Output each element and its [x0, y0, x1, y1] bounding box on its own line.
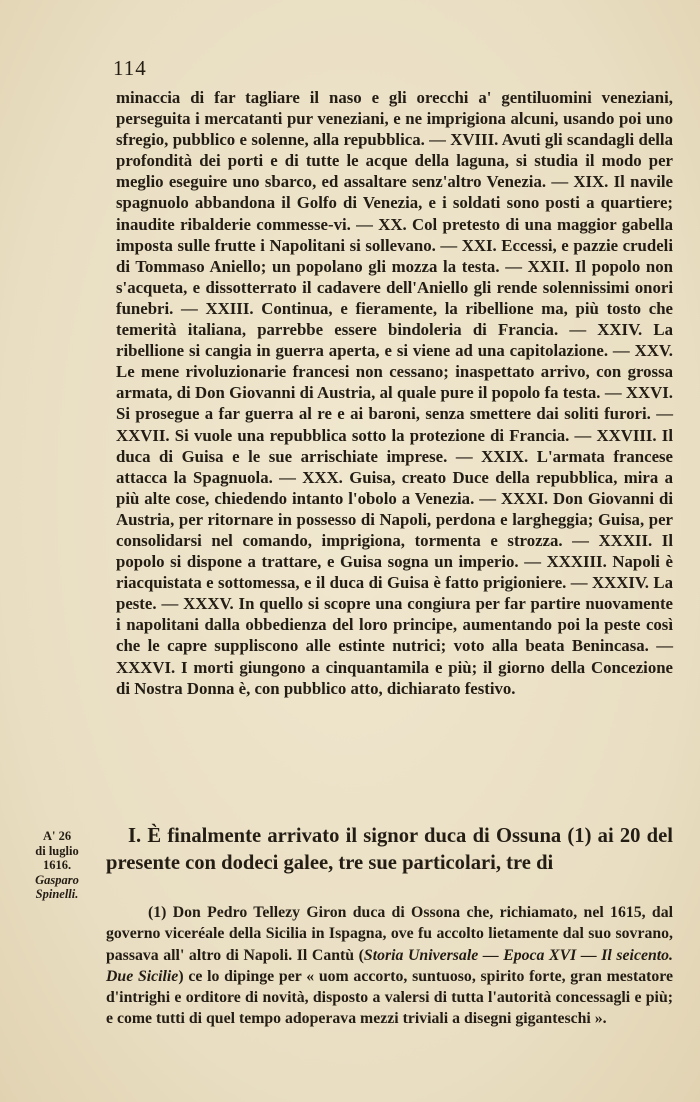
- footnote-citation: Storia Universale — Epoca XVI — Il seicento. Due Sicilie: [106, 946, 673, 985]
- footnote-text-start: (1) Don Pedro Tellezy Giron duca di Ossona che, richiamato, nel 1615, dal governo viceréale della Sicilia in Ispagna, ove fu accolto lietamente dal suo sovrano, passava all' altro di Napoli. Il Cantù (: [106, 904, 673, 964]
- margin-date-day: A' 26: [42, 829, 72, 843]
- footnote: [106, 902, 673, 1030]
- margin-author-last: Spinelli.: [35, 887, 79, 901]
- main-paragraph: I. È finalmente arrivato il signor duca di Ossuna (1) ai 20 del presente con dodeci galee, tre sue particolari, tre di: [106, 825, 673, 874]
- margin-author-first: Gasparo: [35, 872, 79, 887]
- margin-date-year: 1616.: [42, 858, 72, 872]
- margin-note: [18, 829, 96, 902]
- footnote-text-end: ) ce lo dipinge per « uom accorto, suntuoso, spirito forte, gran mestatore d'intrighi e orditore di novità, disposto a valersi di tutta l'autorità concessagli e più; e come tutti di quel tempo adoperava mezzi triviali a disegni giganteschi ».: [106, 967, 673, 1028]
- page-number: 114: [113, 56, 147, 80]
- margin-date-month: di luglio: [35, 843, 79, 858]
- chapter-summary: minaccia di far tagliare il naso e gli orecchi a' gentiluomini veneziani, perseguita i mercatanti pur veneziani, e ne imprigiona alcuni, usando poi uno sfregio, pubblico e solenne, alla repubblica. — XVIII. Avuti gli scandagli della profondità dei porti e di tutte le acque della laguna, si studia il modo per meglio eseguire uno sbarco, ed assaltare senz'altro Venezia. — XIX. Il navile spagnuolo abbandona il Golfo di Venezia, e i soldati sono posti a quartiere; inaudite ribalderie commesse-vi. — XX. Col pretesto di una maggior gabella imposta sulle frutte i Napolitani si sollevano. — XXI. Eccessi, e pazzie crudeli di Tommaso Aniello; un popolano gli mozza la testa. — XXII. Il popolo non s'acqueta, e dissotterrato il cadavere dell'Aniello gli rende solennissimi onori funebri. — XXIII. Continua, e fieramente, la ribellione ma, più tosto che temerità italiana, parrebbe essere bindoleria di Francia. — XXIV. La ribellione si cangia in guerra aperta, e si viene ad una capitolazione. — XXV. Le mene rivoluzionarie francesi non cessano; inaspettato arrivo, con grossa armata, di Don Giovanni di Austria, al quale pure il popolo fa testa. — XXVI. Si prosegue a far guerra al re e ai baroni, senza smettere dai soliti furori. — XXVII. Si vuole una repubblica sotto la protezione di Francia. — XXVIII. Il duca di Guisa e le sue arrischiate imprese. — XXIX. L'armata francese attacca la Spagnuola. — XXX. Guisa, creato Duce della repubblica, mira a più alte cose, chiedendo intanto l'obolo a Venezia. — XXXI. Don Giovanni di Austria, per ritornare in possesso di Napoli, perdona e largheggia; Guisa, per consolidarsi nel comando, imprigiona, tormenta e strozza. — XXXII. Il popolo si dispone a trattare, e Guisa sogna un imperio. — XXXIII. Napoli è riacquistata e sottomessa, e il duca di Guisa è fatto prigioniere. — XXXIV. La peste. — XXXV. In quello si scopre una congiura per far partire nuovamente i napolitani dalla obbedienza del loro principe, aumentando poi la peste così che le capre suppliscono alle estinte nutrici; voto alla beata Benincasa. — XXXVI. I morti giungono a cinquantamila e più; il giorno della Concezione di Nostra Donna è, con pubblico atto, dichiarato festivo.: [116, 88, 673, 698]
